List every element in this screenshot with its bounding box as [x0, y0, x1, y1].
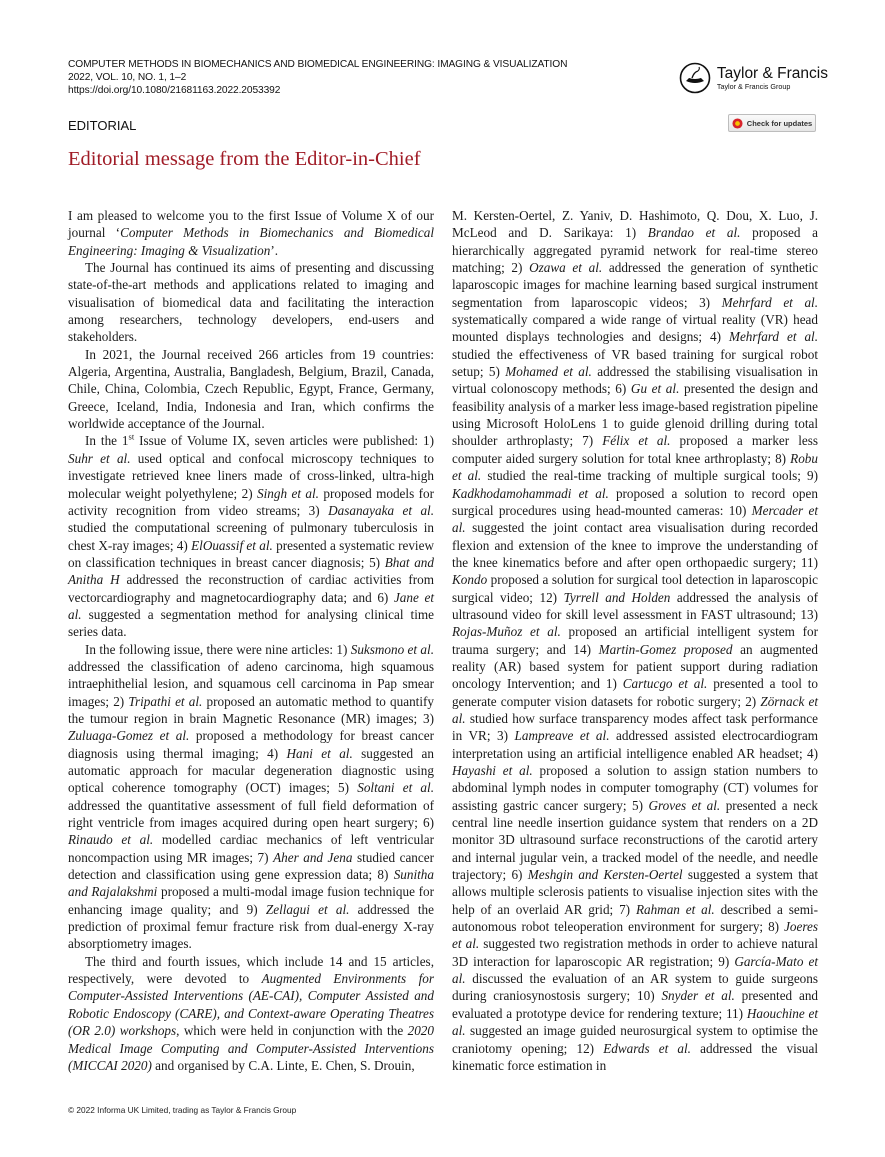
- text-run: presented and evaluated a prototype device for rendering texture; 11): [452, 988, 819, 1021]
- cited-author: Suhr et al.: [68, 450, 131, 466]
- text-run: ’.: [270, 242, 279, 258]
- text-run: suggested a system that allows multiple sclerosis patients to visualise injection sites with the help of an overlaid AR grid; 7): [452, 867, 818, 917]
- text-run: addressed the generation of synthetic laparoscopic images for machine learning based surgical instrument segmentation from laparoscopic videos; 3): [452, 260, 818, 310]
- journal-name: COMPUTER METHODS IN BIOMECHANICS AND BIOMEDICAL ENGINEERING: IMAGING & VISUALIZATION: [68, 59, 568, 70]
- cited-author: Dasanayaka et al.: [328, 502, 435, 518]
- text-run: systematically compared a wide range of virtual reality (VR) head mounted displays technologies and designs; 4): [452, 312, 818, 345]
- text-run: suggested a segmentation method for analysing clinical time series data.: [68, 606, 434, 640]
- cited-author: Félix et al.: [602, 433, 671, 449]
- cited-author: Ozawa et al.: [529, 260, 603, 276]
- text-run: proposed a methodology for breast cancer diagnosis using thermal imaging; 4): [68, 728, 434, 761]
- text-run: studied the real-time tracking of multiple surgical tools; 9): [481, 468, 819, 484]
- text-run: studied how surface transparency modes affect task performance in VR; 3): [452, 710, 818, 744]
- cited-author: Singh et al.: [257, 485, 319, 501]
- body-paragraph: [68, 259, 434, 346]
- cited-author: Augmented Environments for Computer-Assisted Interventions (AE-CAI), Computer Assisted and Robotic Endoscopy (CARE), and Context-aware Operating Theatres (OR 2.0) workshops: [68, 971, 434, 1039]
- left-column: [68, 207, 434, 1074]
- text-run: M. Kersten-Oertel, Z. Yaniv, D. Hashimoto, Q. Dou, X. Luo, J. McLeod and D. Sarikaya: 1): [452, 208, 818, 241]
- text-run: proposed a solution to assign station numbers to abdominal lymph nodes in computer tomography (CT) volumes for assisting gastric cancer surgery; 5): [452, 763, 818, 813]
- cited-author: Suksmono et al.: [350, 641, 434, 657]
- text-run: addressed assisted electrocardiogram interpretation using an artificial intelligence enabled AR headset; 4): [452, 728, 818, 761]
- section-label: EDITORIAL: [68, 118, 137, 133]
- cited-author: Brandao et al.: [647, 225, 741, 241]
- text-run: In the 1: [85, 433, 129, 449]
- cited-author: Meshgin and Kersten-Oertel: [527, 867, 683, 883]
- text-run: addressed the prediction of proximal femur fracture risk from dual-energy X-ray absorptiometry images.: [68, 901, 434, 952]
- text-run: I am pleased to welcome you to the first Issue of Volume X of our journal ‘: [68, 208, 434, 241]
- cited-author: Haouchine et al.: [452, 1005, 818, 1039]
- cited-author: Zuluaga-Gomez et al.: [68, 728, 190, 744]
- text-run: discussed the evaluation of an AR system to guide surgeons during craniosynostosis surgery; 10): [452, 971, 818, 1004]
- publisher-logo[interactable]: [679, 62, 828, 94]
- text-run: suggested an image guided neurosurgical system to optimise the craniotomy opening; 12): [452, 1023, 818, 1056]
- text-run: an augmented reality (AR) based system for patient support during radiation oncology Intervention; and 1): [452, 641, 818, 692]
- cited-author: Martin-Gomez proposed: [598, 641, 733, 657]
- lamp-icon: [679, 62, 711, 94]
- text-run: proposed an artificial intelligent system for trauma surgery; and 14): [452, 624, 819, 657]
- text-run: suggested an automatic approach for macular degeneration diagnostic using optical coherence tomography (OCT) images; 5): [68, 745, 434, 796]
- publisher-name: Taylor & Francis: [716, 64, 828, 82]
- text-run: proposed a multi-modal image fusion technique for enhancing image quality; and 9): [68, 884, 434, 917]
- text-run: proposed an automatic method to quantify the tumour region in brain Magnetic Resonance (MR) images; 3): [68, 693, 434, 726]
- text-run: proposed a solution to record open surgical procedures using head-mounted cameras: 10): [452, 485, 818, 518]
- text-run: The third and fourth issues, which include 14 and 15 articles, respectively, were devoted to: [68, 953, 434, 987]
- page-header: [68, 58, 828, 97]
- text-run: suggested two registration methods in order to achieve natural 3D interaction for laparoscopic AR registration; 9): [452, 936, 818, 969]
- text-run: presented the design and feasibility analysis of a marker less image-based registration pipeline using Microsoft HoloLens 1 to guide glenoid drilling during total shoulder arthroplasty; 7): [452, 381, 818, 449]
- cited-author: Tripathi et al.: [128, 693, 203, 709]
- article-title: Editorial message from the Editor-in-Chief: [68, 148, 421, 170]
- cited-author: García-Mato et al.: [452, 953, 818, 987]
- body-paragraph: [452, 207, 818, 1074]
- cited-author: Bhat and Anitha H: [68, 554, 434, 588]
- text-run: The Journal has continued its aims of presenting and discussing state-of-the-art methods and applications related to imaging and visualisation of biomedical data and facilitating the interaction among researchers, technology developers, end-users and stakeholders.: [68, 260, 434, 345]
- text-run: Issue of Volume IX, seven articles were published: 1): [134, 433, 434, 449]
- cited-author: Hani et al.: [286, 745, 353, 761]
- cited-author: Groves et al.: [648, 797, 721, 813]
- text-run: addressed the visual kinematic force estimation in: [452, 1040, 819, 1073]
- body-paragraph: [68, 641, 434, 953]
- cited-author: Computer Methods in Biomechanics and Biomedical Engineering: Imaging & Visualization: [68, 225, 434, 258]
- cited-author: 2020 Medical Image Computing and Computer-Assisted Interventions (MICCAI 2020): [68, 1023, 434, 1073]
- cited-author: Tyrrell and Holden: [563, 589, 671, 605]
- text-run: studied cancer detection and classification using gene expression data; 8): [68, 849, 434, 883]
- cited-author: Gu et al.: [630, 381, 680, 397]
- cited-author: Sunitha and Rajalakshmi: [68, 867, 434, 900]
- text-run: and organised by C.A. Linte, E. Chen, S. Drouin,: [151, 1057, 415, 1073]
- publisher-group: Taylor & Francis Group: [716, 82, 791, 92]
- crossmark-icon: [732, 118, 743, 129]
- cited-author: Rojas-Muñoz et al.: [452, 624, 561, 640]
- body-paragraph: [68, 953, 434, 1074]
- cited-author: Jane et al.: [68, 589, 434, 622]
- text-run: presented a systematic review on classification techniques in breast cancer diagnosis; 5): [68, 537, 434, 570]
- cited-author: Zörnack et al.: [452, 693, 818, 726]
- text-run: addressed the quantitative assessment of full field deformation of right ventricle from images acquired during open heart surgery; 6): [68, 797, 434, 831]
- cited-author: Soltani et al.: [357, 780, 434, 796]
- body-paragraph: [68, 207, 434, 259]
- text-run: modelled cardiac mechanics of left ventricular noncompaction using MR images; 7): [68, 832, 434, 865]
- text-run: addressed the classification of adeno carcinoma, high squamous intraephithelial lesion, and squamous cell carcinoma in Pap smear images; 2): [68, 658, 434, 709]
- cited-author: Hayashi et al.: [452, 763, 533, 778]
- text-run: In the following issue, there were nine articles: 1): [85, 641, 351, 657]
- cited-author: Rahman et al.: [635, 901, 715, 917]
- text-run: proposed a solution for surgical tool detection in laparoscopic surgical video; 12): [452, 572, 818, 605]
- text-run: presented a neck central line needle insertion guidance system that renders on a 2D monitor 3D ultrasound surface reconstructions of the carotid artery and internal jugular vein, a tracked model of the needle, and needle trajectory; 6): [452, 797, 819, 883]
- text-run: addressed the stabilising visualisation in virtual colonoscopy methods; 6): [452, 364, 818, 397]
- cited-author: Snyder et al.: [661, 988, 735, 1004]
- cited-author: ElOuassif et al.: [191, 537, 273, 553]
- cited-author: Lampreave et al.: [514, 728, 610, 744]
- cited-author: Aher and Jena: [273, 849, 353, 865]
- text-run: addressed the reconstruction of cardiac activities from vectorcardiography and magnetocardiography data; and 6): [68, 572, 434, 605]
- cited-author: Mehrfard et al.: [728, 329, 818, 345]
- cited-author: Cartucgo et al.: [622, 676, 708, 692]
- text-run: described a semi-autonomous robot teleoperation environment for surgery; 8): [452, 901, 819, 935]
- body-paragraph: [68, 432, 434, 640]
- cited-author: Mehrfard et al.: [721, 294, 818, 310]
- text-run: proposed a marker less computer aided surgery solution for total knee arthroplasty; 8): [452, 433, 818, 466]
- text-run: suggested the joint contact area visualisation during recorded flexion and extension of the knee to improve the understanding of the knee kinematics before and after open orthopaedic surgery; 11): [452, 520, 818, 570]
- right-column: [452, 207, 818, 1074]
- cited-author: Robu et al.: [452, 450, 818, 484]
- cited-author: Edwards et al.: [603, 1040, 691, 1056]
- text-run: proposed a hierarchically aggregated pyramid network for real-time stereo matching; 2): [452, 225, 819, 276]
- volume-info: 2022, VOL. 10, NO. 1, 1–2: [68, 72, 187, 83]
- cited-author: Rinaudo et al.: [68, 832, 154, 848]
- cited-author: Mercader et al.: [452, 502, 818, 536]
- cited-author: Zellagui et al.: [265, 901, 350, 917]
- doi-link[interactable]: https://doi.org/10.1080/21681163.2022.2053392: [68, 85, 281, 96]
- text-run: used optical and confocal microscopy techniques to investigate retrieved knee liners made of cross-linked, ultra-high molecular weight polyethylene; 2): [68, 450, 434, 501]
- cited-author: Joeres et al.: [452, 919, 818, 952]
- body-paragraph: [68, 346, 434, 433]
- check-for-updates-button[interactable]: [728, 114, 816, 132]
- copyright-footer: © 2022 Informa UK Limited, trading as Taylor & Francis Group: [68, 1105, 297, 1115]
- cited-author: Kondo: [452, 572, 488, 588]
- text-run: studied the effectiveness of VR based training for surgical robot setup; 5): [452, 346, 818, 380]
- text-run: studied the computational screening of pulmonary tuberculosis in chest X-ray images; 4): [68, 520, 434, 553]
- text-run: addressed the analysis of ultrasound video for skill level assessment in FAST ultrasound; 13): [452, 589, 818, 622]
- text-run: presented a tool to generate computer vision datasets for robotic surgery; 2): [452, 676, 818, 709]
- cited-author: Kadkhodamohammadi et al.: [452, 485, 609, 501]
- text-run: st: [128, 432, 135, 443]
- cited-author: Mohamed et al.: [505, 364, 592, 380]
- text-run: , which were held in conjunction with the: [176, 1023, 408, 1039]
- text-run: proposed models for activity recognition from video streams; 3): [68, 485, 434, 518]
- text-run: In 2021, the Journal received 266 articles from 19 countries: Algeria, Argentina, Australia, Bangladesh, Belgium, Brazil, Canada, Chile, China, Colombia, Czech Republic, Egypt, France, Germany, Greece, Iceland, India, Indonesia and Iran, which confirms the worldwide acceptance of the Journal.: [68, 346, 434, 432]
- check-for-updates-label: Check for updates: [746, 118, 813, 128]
